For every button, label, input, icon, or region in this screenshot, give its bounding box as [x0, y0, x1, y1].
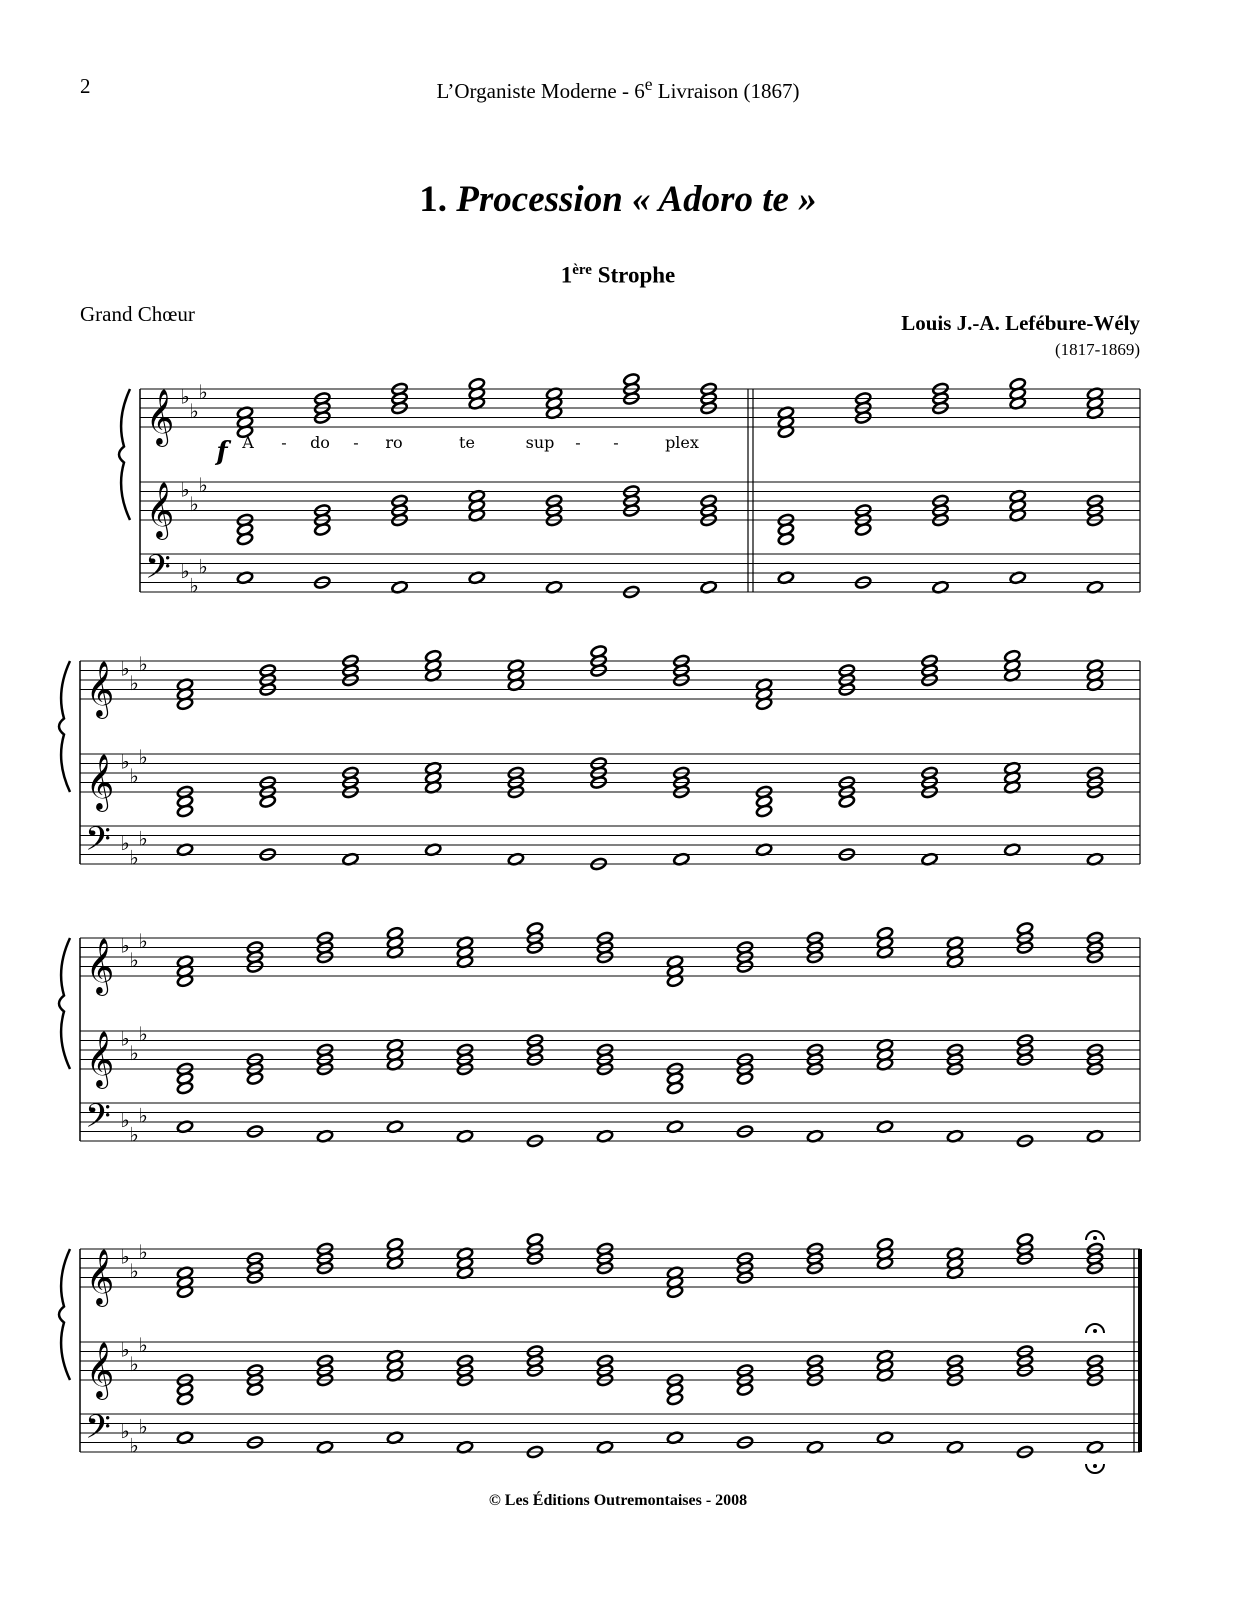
bass-clef: 𝄢: [85, 1097, 111, 1144]
lyric-syllable: te: [459, 433, 475, 452]
flat-sign: ♭: [198, 472, 208, 497]
flat-sign: ♭: [120, 656, 130, 681]
page-number: 2: [80, 74, 91, 98]
flat-sign: ♭: [198, 554, 208, 579]
brace: [59, 1249, 70, 1380]
running-title-sup: e: [644, 74, 653, 94]
treble-clef: 𝄞: [85, 1031, 115, 1087]
section-sup: ère: [572, 262, 592, 278]
running-title-end: Livraison (1867): [652, 79, 800, 103]
flat-sign: ♭: [120, 749, 130, 774]
flat-sign: ♭: [138, 928, 148, 953]
flat-sign: ♭: [129, 763, 139, 788]
fermata-icon-dot: [1093, 1464, 1097, 1468]
flat-sign: ♭: [120, 1026, 130, 1051]
flat-sign: ♭: [120, 831, 130, 855]
fermata-icon-dot: [1093, 1236, 1097, 1240]
bass-clef: 𝄢: [145, 548, 171, 595]
flat-sign: ♭: [198, 379, 208, 404]
copyright-footer: © Les Éditions Outremontaises - 2008: [488, 1492, 748, 1509]
lyric-syllable: -: [613, 433, 619, 452]
flat-sign: ♭: [120, 1337, 130, 1362]
lyric-syllable: -: [281, 433, 287, 452]
bass-clef: 𝄢: [85, 1408, 111, 1455]
lyric-syllable: -: [575, 433, 581, 452]
flat-sign: ♭: [138, 826, 148, 851]
flat-sign: ♭: [129, 1040, 139, 1065]
dynamic-marking: f: [216, 437, 228, 467]
flat-sign: ♭: [120, 1419, 130, 1443]
flat-sign: ♭: [189, 398, 199, 423]
flat-sign: ♭: [138, 1021, 148, 1046]
composer-dates: (1817-1869): [1055, 340, 1140, 359]
flat-sign: ♭: [189, 573, 199, 598]
treble-clef: 𝄞: [145, 482, 175, 538]
treble-clef: 𝄞: [85, 661, 115, 717]
flat-sign: ♭: [129, 845, 139, 870]
lyric-syllable: plex: [665, 433, 699, 452]
brace: [119, 389, 130, 520]
flat-sign: ♭: [138, 1103, 148, 1128]
flat-sign: ♭: [129, 1433, 139, 1458]
bass-clef: 𝄢: [85, 820, 111, 867]
composer: Louis J.-A. Lefébure-Wély: [901, 311, 1140, 335]
treble-clef: 𝄞: [85, 938, 115, 994]
lyric-syllable: do: [310, 433, 330, 452]
flat-sign: ♭: [138, 1332, 148, 1357]
brace: [59, 938, 70, 1069]
flat-sign: ♭: [120, 1244, 130, 1269]
flat-sign: ♭: [138, 1239, 148, 1264]
section-label: Strophe: [591, 262, 676, 288]
lyric-syllable: -: [353, 433, 359, 452]
flat-sign: ♭: [129, 1351, 139, 1376]
treble-clef: 𝄞: [85, 1249, 115, 1305]
piece-number: 1.: [419, 179, 448, 220]
flat-sign: ♭: [129, 1122, 139, 1147]
treble-clef: 𝄞: [85, 1342, 115, 1398]
flat-sign: ♭: [138, 651, 148, 676]
piece-title-text: Procession « Adoro te »: [456, 179, 817, 220]
lyric-syllable: ro: [385, 433, 403, 452]
treble-clef: 𝄞: [85, 754, 115, 810]
flat-sign: ♭: [120, 933, 130, 958]
fermata-icon-dot: [1093, 1329, 1097, 1333]
flat-sign: ♭: [129, 947, 139, 972]
running-title-text: L’Organiste Moderne - 6: [436, 79, 645, 103]
lyric-syllable: sup: [525, 433, 555, 452]
flat-sign: ♭: [138, 744, 148, 769]
flat-sign: ♭: [129, 1258, 139, 1283]
flat-sign: ♭: [180, 384, 190, 409]
flat-sign: ♭: [138, 1414, 148, 1439]
brace: [59, 661, 70, 792]
flat-sign: ♭: [120, 1108, 130, 1132]
section-number: 1: [560, 262, 573, 288]
flat-sign: ♭: [129, 670, 139, 695]
flat-sign: ♭: [189, 491, 199, 516]
registration: Grand Chœur: [80, 302, 195, 326]
flat-sign: ♭: [180, 559, 190, 583]
treble-clef: 𝄞: [145, 389, 175, 445]
lyric-syllable: A: [242, 433, 254, 452]
flat-sign: ♭: [180, 477, 190, 502]
